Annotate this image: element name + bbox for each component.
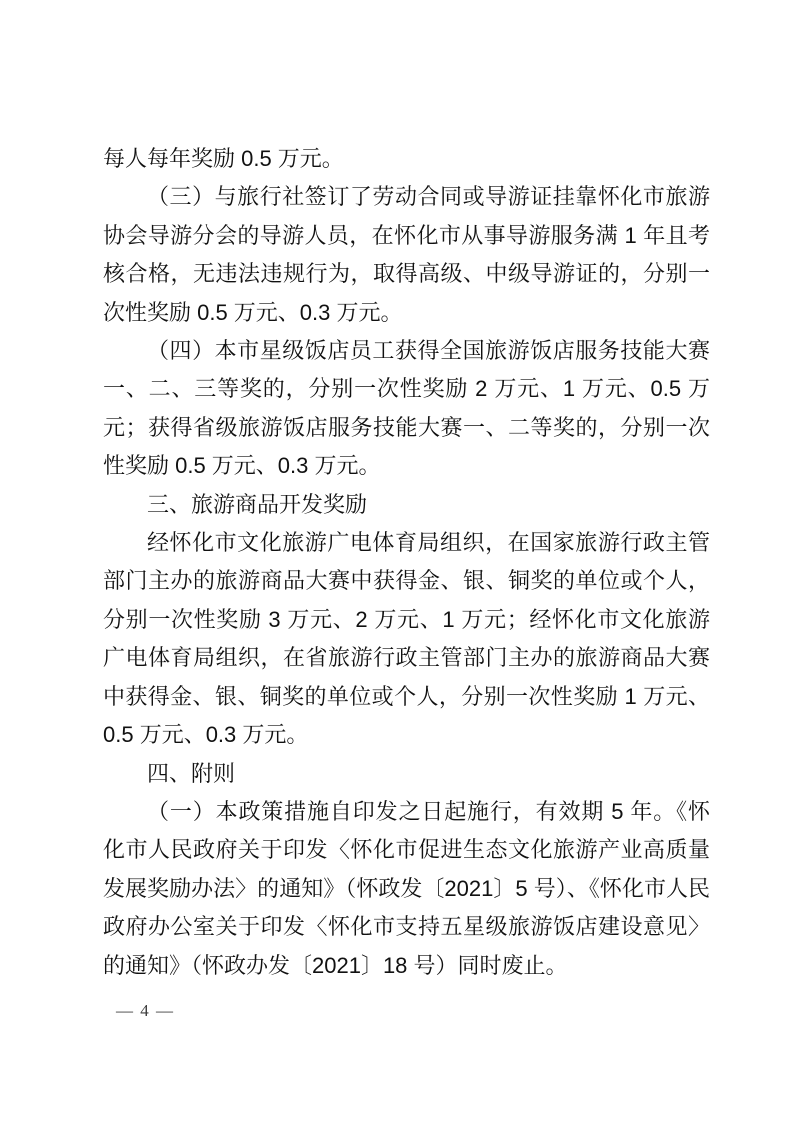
- body-paragraph-supplementary: （一）本政策措施自印发之日起施行，有效期 5 年。《怀化市人民政府关于印发〈怀化市促进生态文化旅游产业高质量发展奖励办法〉的通知》（怀政发〔2021〕5 号）、《怀化市人民政府办公室关于印发〈怀化市支持五星级旅游饭店建设意见〉的通知》（怀政办发〔2021〕18 号）同时废止。: [103, 798, 710, 978]
- body-paragraph-item-4: （四）本市星级饭店员工获得全国旅游饭店服务技能大赛一、二、三等奖的，分别一次性奖励 2 万元、1 万元、0.5 万元；获得省级旅游饭店服务技能大赛一、二等奖的，分别一次性奖励 0.5 万元、0.3 万元。: [103, 338, 710, 479]
- document-body: [103, 140, 710, 985]
- body-paragraph-item-3: （三）与旅行社签订了劳动合同或导游证挂靠怀化市旅游协会导游分会的导游人员，在怀化市从事导游服务满 1 年且考核合格，无违法违规行为，取得高级、中级导游证的，分别一次性奖励 0.5 万元、0.3 万元。: [103, 184, 710, 325]
- body-paragraph-commodity-reward: 经怀化市文化旅游广电体育局组织，在国家旅游行政主管部门主办的旅游商品大赛中获得金、银、铜奖的单位或个人，分别一次性奖励 3 万元、2 万元、1 万元；经怀化市文化旅游广电体育局组织，在省旅游行政主管部门主办的旅游商品大赛中获得金、银、铜奖的单位或个人，分别一次性奖励 1 万元、0.5 万元、0.3 万元。: [103, 530, 710, 748]
- page-number: — 4 —: [116, 1001, 175, 1020]
- section-heading-3: 三、旅游商品开发奖励: [147, 491, 368, 517]
- body-paragraph-continuation: 每人每年奖励 0.5 万元。: [103, 146, 344, 171]
- section-heading-4: 四、附则: [147, 760, 236, 786]
